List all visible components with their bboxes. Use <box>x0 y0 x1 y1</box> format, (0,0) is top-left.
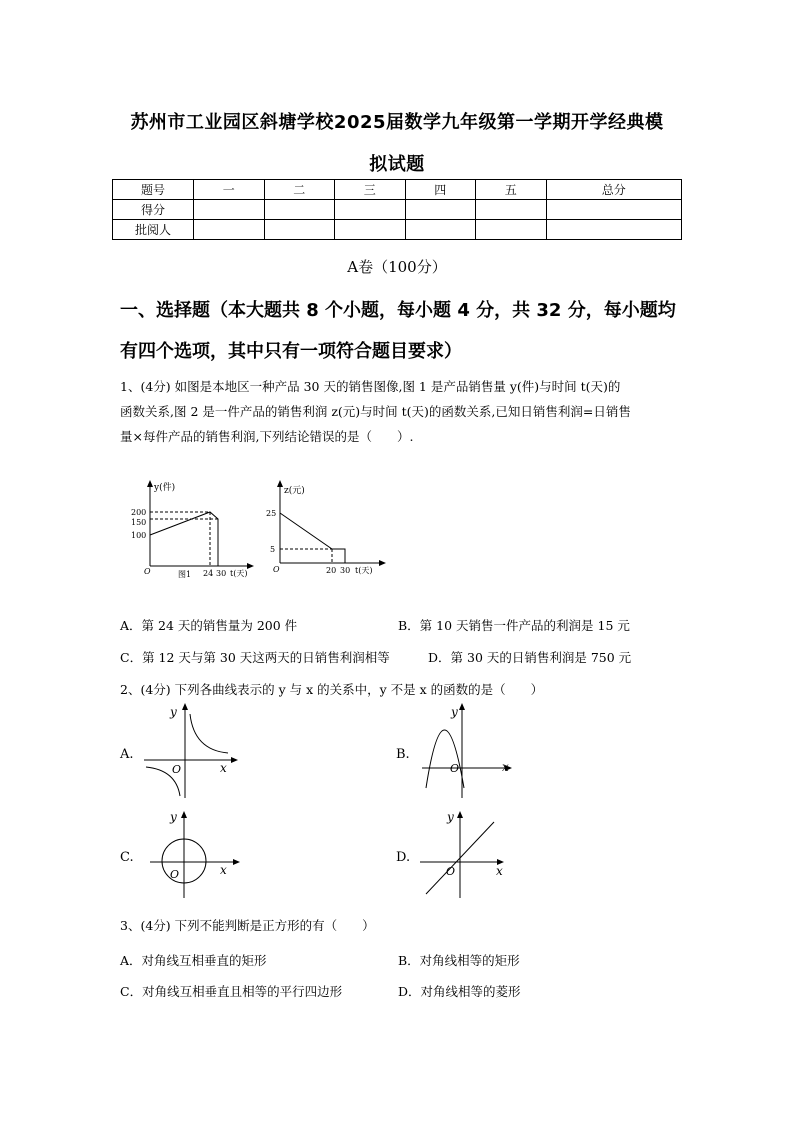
q2-option-c-label[interactable]: C. <box>120 850 134 865</box>
q1-text <box>120 374 680 449</box>
q1-line: 函数关系,图 2 是一件产品的销售利润 z(元)与时间 t(天)的函数关系,已知日销售利润=日销售 <box>120 404 631 419</box>
score-table-header <box>113 180 682 200</box>
score-cell <box>194 200 265 220</box>
score-cell <box>335 200 406 220</box>
origin-label: O <box>172 763 182 776</box>
fig2-xlabel: t(天) <box>355 566 373 575</box>
origin-label: O <box>170 868 180 881</box>
row-label: 批阅人 <box>113 220 194 240</box>
fig1-xtick: 24 <box>203 569 214 578</box>
q2-text: 2、(4分) 下列各曲线表示的 y 与 x 的关系中，y 不是 x 的函数的是（ ） <box>120 682 544 697</box>
y-label: y <box>447 810 454 824</box>
fig1-ylabel: y(件) <box>154 483 176 493</box>
fig1-ytick: 200 <box>131 508 147 517</box>
x-arrow-icon <box>233 859 240 865</box>
section-heading: 一、选择题（本大题共 8 个小题，每小题 4 分，共 32 分，每小题均 <box>120 300 676 321</box>
score-cell <box>405 200 476 220</box>
y-arrow-icon <box>147 480 153 487</box>
sales-line <box>150 512 218 566</box>
section-heading-cont: 有四个选项，其中只有一项符合题目要求） <box>120 341 462 362</box>
score-row <box>113 200 682 220</box>
x-label: x <box>502 760 509 774</box>
fig2-ylabel: z(元) <box>284 486 305 496</box>
q1-option-a[interactable]: A．第 24 天的销售量为 200 件 <box>120 618 298 633</box>
q2-option-a-label[interactable]: A. <box>120 747 134 762</box>
row-label: 得分 <box>113 200 194 220</box>
fig1-xlabel: t(天) <box>230 569 248 578</box>
y-label: y <box>170 705 177 719</box>
fig1-ytick: 100 <box>131 531 147 540</box>
header-cell: 总分 <box>546 180 682 200</box>
score-cell <box>264 220 335 240</box>
q1-line: 量×每件产品的销售利润,下列结论错误的是（ ）. <box>120 429 414 444</box>
score-cell <box>546 220 682 240</box>
header-cell: 二 <box>264 180 335 200</box>
profit-line <box>280 513 345 563</box>
q1-figure-2 <box>262 478 387 583</box>
y-arrow-icon <box>459 703 465 710</box>
header-cell: 题号 <box>113 180 194 200</box>
header-cell: 四 <box>405 180 476 200</box>
x-label: x <box>220 863 227 877</box>
q2-graph-c <box>148 806 243 901</box>
y-arrow-icon <box>182 703 188 710</box>
q3-option-c[interactable]: C．对角线互相垂直且相等的平行四边形 <box>120 984 343 999</box>
parabola <box>426 730 464 788</box>
q3-option-a[interactable]: A．对角线互相垂直的矩形 <box>120 953 267 968</box>
score-cell <box>546 200 682 220</box>
q2-option-b-label[interactable]: B. <box>396 747 410 762</box>
fig2-ytick: 25 <box>266 509 277 518</box>
q1-figure-1 <box>120 478 255 583</box>
score-table <box>112 179 682 240</box>
y-arrow-icon <box>457 811 463 818</box>
fig1-ytick: 150 <box>131 518 147 527</box>
y-label: y <box>451 705 458 719</box>
fig2-xtick: 30 <box>340 566 351 575</box>
x-label: x <box>496 864 503 878</box>
fig2-origin: O <box>273 565 280 574</box>
y-label: y <box>170 810 177 824</box>
header-cell: 一 <box>194 180 265 200</box>
x-arrow-icon <box>379 560 386 566</box>
header-cell: 五 <box>476 180 547 200</box>
page-title-cont: 拟试题 <box>369 154 425 175</box>
fig1-origin: O <box>144 567 151 576</box>
x-arrow-icon <box>247 563 254 569</box>
origin-label: O <box>450 762 460 775</box>
fig2-ytick: 5 <box>270 545 276 554</box>
hyperbola-branch-upper <box>190 714 228 753</box>
q3-option-d[interactable]: D．对角线相等的菱形 <box>398 984 521 999</box>
score-cell <box>264 200 335 220</box>
page-title: 苏州市工业园区斜塘学校2025届数学九年级第一学期开学经典模 <box>130 112 664 133</box>
q1-option-d[interactable]: D．第 30 天的日销售利润是 750 元 <box>428 650 632 665</box>
x-label: x <box>220 761 227 775</box>
header-cell: 三 <box>335 180 406 200</box>
reviewer-row <box>113 220 682 240</box>
score-cell <box>335 220 406 240</box>
q1-option-b[interactable]: B．第 10 天销售一件产品的利润是 15 元 <box>398 618 630 633</box>
origin-label: O <box>446 865 456 878</box>
score-cell <box>476 220 547 240</box>
q1-option-c[interactable]: C．第 12 天与第 30 天这两天的日销售利润相等 <box>120 650 390 665</box>
fig1-xtick: 30 <box>216 569 227 578</box>
q2-option-d-label[interactable]: D. <box>396 850 411 865</box>
q1-line: 1、(4分) 如图是本地区一种产品 30 天的销售图像,图 1 是产品销售量 y(件)与时间 t(天)的 <box>120 379 621 394</box>
volume-label: A卷（100分） <box>347 258 447 276</box>
score-cell <box>476 200 547 220</box>
x-arrow-icon <box>231 757 238 763</box>
score-cell <box>194 220 265 240</box>
fig2-xtick: 20 <box>326 566 337 575</box>
q3-text: 3、(4分) 下列不能判断是正方形的有（ ） <box>120 918 375 933</box>
y-arrow-icon <box>181 811 187 818</box>
score-cell <box>405 220 476 240</box>
fig1-caption: 图1 <box>178 570 192 579</box>
q2-graph-d <box>418 806 518 901</box>
q2-graph-a <box>140 700 240 800</box>
y-arrow-icon <box>277 480 283 487</box>
q2-graph-b <box>418 700 518 800</box>
q3-option-b[interactable]: B．对角线相等的矩形 <box>398 953 520 968</box>
